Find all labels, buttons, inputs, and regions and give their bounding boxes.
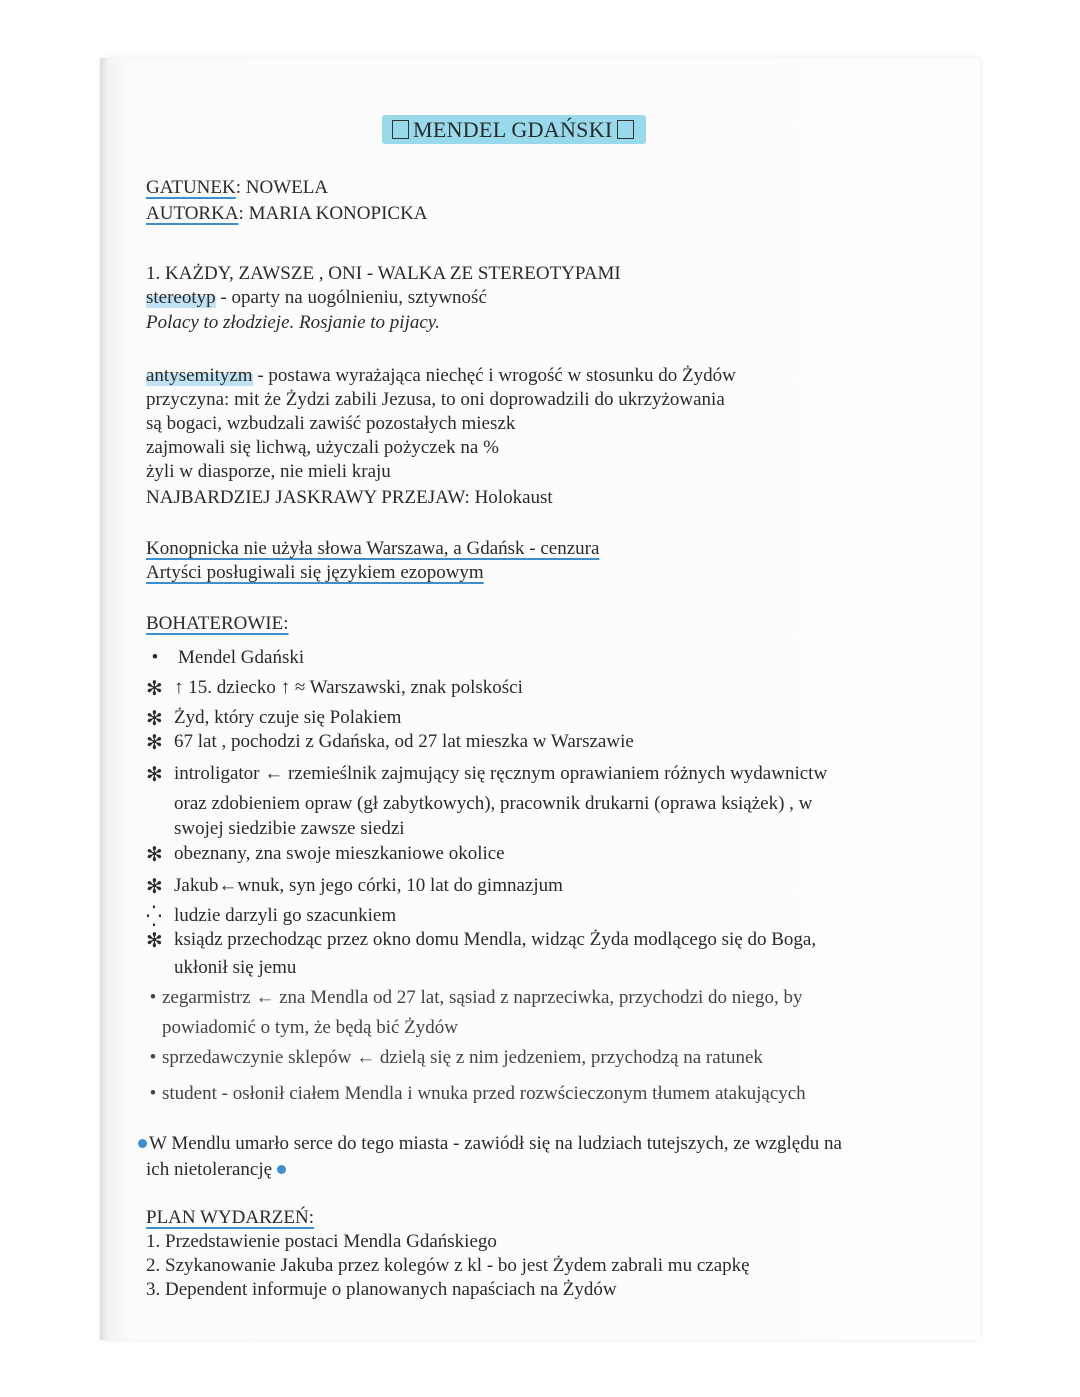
censorship-line: Konopnicka nie użyła słowa Warszawa, a Gdańsk - cenzura [146, 538, 600, 559]
asterisk-icon: ✻ [146, 762, 163, 786]
asterisk-icon: ⁛ [146, 904, 162, 928]
trait-item: ✻ Żyd, który czuje się Polakiem [146, 706, 402, 730]
aesopian-line: Artyści posługiwali się językiem ezopowym [146, 562, 484, 583]
asterisk-icon: ✻ [146, 730, 163, 754]
checkbox-icon [392, 120, 409, 139]
dot-icon [138, 1139, 147, 1148]
antisemitism-cause: przyczyna: mit że Żydzi zabili Jezusa, to oni doprowadzili do ukrzyżowania [146, 389, 725, 410]
other-hero: • student - osłonił ciałem Mendla i wnuka przed rozwścieczonym tłumem atakujących [162, 1082, 806, 1106]
trait-item: ✻ introligator ← rzemieślnik zajmujący się ręcznym oprawianiem różnych wydawnictw [146, 762, 828, 786]
plan-item: 3. Dependent informuje o planowanych napaściach na Żydów [146, 1279, 617, 1300]
antisemitism-holocaust: NAJBARDZIEJ JASKRAWY PRZEJAW: Holokaust [146, 487, 553, 508]
author-line: AUTORKA: MARIA KONOPICKA [146, 203, 428, 224]
trait-item: ⁛ ludzie darzyli go szacunkiem [146, 904, 397, 928]
genre-line: GATUNEK: NOWELA [146, 177, 329, 198]
asterisk-icon: ✻ [146, 706, 163, 730]
asterisk-icon: ✻ [146, 676, 163, 700]
conclusion-line: W Mendlu umarło serce do tego miasta - zawiódł się na ludziach tutejszych, ze względu na [146, 1132, 842, 1156]
antisemitism-reason: są bogaci, wzbudzali zawiść pozostałych mieszk [146, 413, 516, 434]
trait-continuation: swojej siedzibie zawsze siedzi [174, 818, 405, 839]
trait-item: ✻ 67 lat , pochodzi z Gdańska, od 27 lat mieszka w Warszawie [146, 730, 634, 754]
trait-item: ✻ Jakub←wnuk, syn jego córki, 10 lat do gimnazjum [146, 874, 563, 898]
trait-item: ✻ obeznany, zna swoje mieszkaniowe okolice [146, 842, 505, 866]
bullet-icon: • [149, 1083, 157, 1104]
other-hero-continuation: powiadomić o tym, że będą bić Żydów [162, 1017, 459, 1038]
other-hero: • sprzedawczynie sklepów ← dzielą się z nim jedzeniem, przychodzą na ratunek [162, 1046, 763, 1070]
section1-heading: 1. KAŻDY, ZAWSZE , ONI - WALKA ZE STEREOTYPAMI [146, 263, 621, 284]
bullet-icon: • [149, 987, 157, 1008]
dot-icon [277, 1165, 286, 1174]
asterisk-icon: ✻ [146, 842, 163, 866]
conclusion-line: ich nietolerancję [146, 1158, 286, 1182]
other-hero: • zegarmistrz ← zna Mendla od 27 lat, sąsiad z naprzeciwka, przychodzi do niego, by [162, 986, 803, 1010]
trait-continuation: oraz zdobieniem opraw (gł zabytkowych), pracownik drukarni (oprawa książek) , w [174, 793, 813, 814]
plan-heading: PLAN WYDARZEŃ: [146, 1207, 315, 1228]
bullet-icon: • [149, 1047, 157, 1068]
bullet-icon: • [151, 647, 159, 668]
asterisk-icon: ✻ [146, 874, 163, 898]
page-title: MENDEL GDAŃSKI [382, 118, 646, 142]
plan-item: 1. Przedstawienie postaci Mendla Gdańskiego [146, 1231, 497, 1252]
trait-item: ✻ ↑ 15. dziecko ↑ ≈ Warszawski, znak polskości [146, 676, 523, 700]
trait-item: ✻ ksiądz przechodząc przez okno domu Mendla, widząc Żyda modlącego się do Boga, [146, 928, 817, 952]
trait-continuation: ukłonił się jemu [174, 957, 297, 978]
asterisk-icon: ✻ [146, 928, 163, 952]
antisemitism-reason: zajmowali się lichwą, użyczali pożyczek na % [146, 437, 499, 458]
heroes-heading: BOHATEROWIE: [146, 613, 289, 634]
antisemitism-reason: żyli w diasporze, nie mieli kraju [146, 461, 391, 482]
plan-item: 2. Szykanowanie Jakuba przez kolegów z kl - bo jest Żydem zabrali mu czapkę [146, 1255, 750, 1276]
stereotype-line: stereotyp - oparty na uogólnieniu, sztywność [146, 287, 487, 308]
stereotype-example: Polacy to złodzieje. Rosjanie to pijacy. [146, 312, 440, 333]
hero-mendel: • Mendel Gdański [178, 646, 304, 670]
antisemitism-line: antysemityzm - postawa wyrażająca niechęć i wrogość w stosunku do Żydów [146, 365, 736, 386]
checkbox-icon [617, 120, 634, 139]
